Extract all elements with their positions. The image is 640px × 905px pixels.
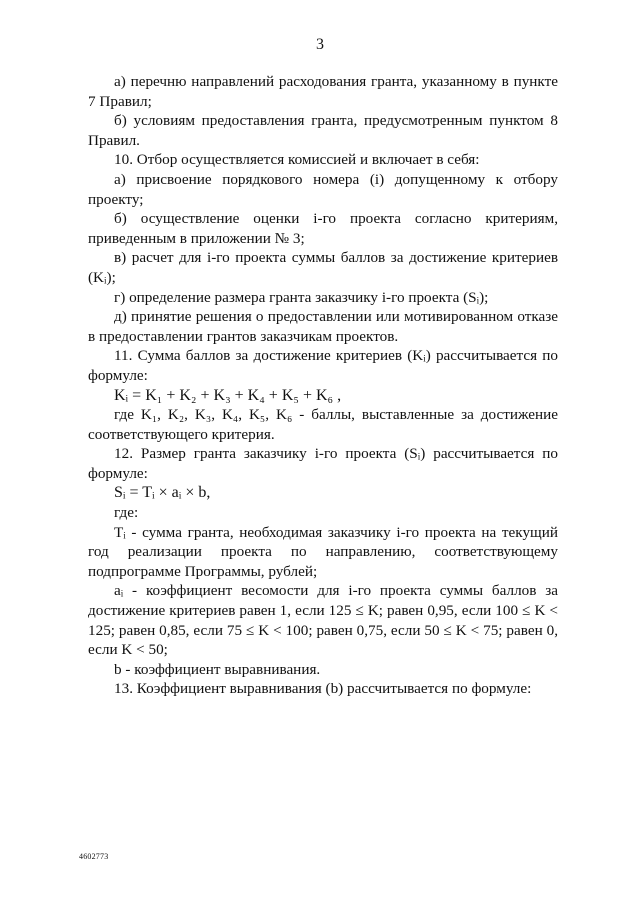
document-body xyxy=(88,72,558,699)
paragraph: где K₁, K₂, K₃, K₄, K₅, K₆ - баллы, выставленные за достижение соответствующего критерия. xyxy=(88,406,558,443)
paragraph: Tᵢ - сумма гранта, необходимая заказчику i-го проекта на текущий год реализации проекта по направлению, соответствующему подпрограмме Программы, рублей; xyxy=(88,523,558,580)
paragraph: в) расчет для i-го проекта суммы баллов за достижение критериев (Kᵢ); xyxy=(88,249,558,286)
paragraph: г) определение размера гранта заказчику i-го проекта (Sᵢ); xyxy=(114,288,489,306)
formula-si: Sᵢ = Tᵢ × aᵢ × b, xyxy=(114,484,211,502)
document-id: 4602773 xyxy=(79,852,109,861)
paragraph: б) условиям предоставления гранта, предусмотренным пунктом 8 Правил. xyxy=(88,112,558,149)
formula-ki: Kᵢ = K₁ + K₂ + K₃ + K₄ + K₅ + K₆ , xyxy=(114,386,342,404)
paragraph: 11. Сумма баллов за достижение критериев (Kᵢ) рассчитывается по формуле: xyxy=(88,347,558,384)
paragraph: а) присвоение порядкового номера (i) допущенному к отбору проекту; xyxy=(88,170,558,208)
paragraph: 12. Размер гранта заказчику i-го проекта (Sᵢ) рассчитывается по формуле: xyxy=(88,445,558,482)
paragraph: b - коэффициент выравнивания. xyxy=(114,660,321,678)
paragraph: где: xyxy=(114,504,139,522)
paragraph: 13. Коэффициент выравнивания (b) рассчитывается по формуле: xyxy=(114,680,532,698)
paragraph: aᵢ - коэффициент весомости для i-го проекта суммы баллов за достижение критериев равен 1, если 125 ≤ K; равен 0,95, если 100 ≤ K < 125; равен 0,85, если 75 ≤ K < 100; равен 0,75, если 50 ≤ K < 75; равен 0, если K < 50; xyxy=(88,582,558,659)
paragraph: а) перечню направлений расходования гранта, указанному в пункте 7 Правил; xyxy=(88,73,558,110)
paragraph: д) принятие решения о предоставлении или мотивированном отказе в предоставлении грантов заказчикам проектов. xyxy=(88,308,558,345)
paragraph: б) осуществление оценки i-го проекта согласно критериям, приведенным в приложении № 3; xyxy=(88,210,558,247)
paragraph: 10. Отбор осуществляется комиссией и включает в себя: xyxy=(114,151,480,169)
page-number: 3 xyxy=(316,36,324,53)
